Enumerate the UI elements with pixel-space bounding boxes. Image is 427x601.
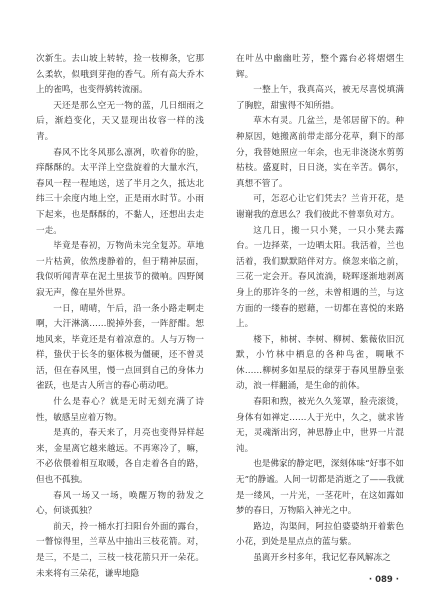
paragraph: 次新生。去山坡上转转，捡一枝柳条，它那么柔软，似哦到芽孢的香气。所有高大乔木上的雀鸣，也变得鸫转流丽。 [36,54,204,96]
paragraph: 什么是春心？就是无时无刻充满了诗性，敏感呈应着万物。 [36,397,204,423]
paragraph: 春风一场又一场，唤醒万物的勃发之心，何谈孤独？ [36,490,204,517]
paragraph: 是真的，春天来了，月亮也变得异样起来，金星离它越来越远。不再寒冷了，嘛，不必依偎着相互取暖，各自走着各自的路，但也不孤独。 [36,428,204,486]
left-column [36,52,204,582]
paragraph: 在叶丛中幽幽吐芳，整个露台必将熠熠生辉。 [236,54,404,80]
paragraph: 这几日，搬一只小凳，一只小凳去露台。一边择菜，一边晒太阳。我活着，兰也活着，我们默默陪伴对方。倏忽来临之前，三花一定会开。春风流淌，晓晖逐渐地剥离身上的那许冬的一丝，未曾相遇的兰，与这方面的一缕春的慰藉，一切都在喜悦的来路上。 [236,225,404,330]
paragraph: 春阳和煦，被光久久笼罩，脸壳滚烫，身体有如禅定……人于光中，久之，就求皆无，灵魂渐出窍，神思静止中，世界一片混沌。 [236,397,404,454]
paragraph: 春风不比冬风那么凛冽，吹着你的脸，痒酥酥的。太平洋上空盘旋着的大量水汽，春风一程一程地送，送了半月之久，抵达北纬三十余度内地上空，正是雨水时节。小雨下起来，也是酥酥的，不黏人，还想出去走一走。 [36,147,204,236]
paragraph: 虽离开乡村多年，我记忆春风解冻之 [253,553,391,563]
paragraph: 也是佛家的静定吧，深刻体味“好事不如无”的静谧。人间一切都是消逝之了——我就是一缕风，一片光，一茎花叶，在这如露如梦的春日，万物陷入神光之中。 [236,459,404,517]
paragraph: 楼下，柿树、李树、柳树、紫薇依旧沉默，小竹林中栖息的各种鸟雀，啁啾不休……柳树多如星辰的绿芽于春风里静皇张动，浪一样翻涌，是生命的前体。 [236,334,404,392]
paragraph: 一日，晴晴，午后，沿一条小路走啊走啊，大汗淋漓……脱掉外套，一阵舒酣。恕地风来，毕竟还是有着凉意的。人与万物一样，蛰伏于长冬的躯体极为僵硬，还不曾灵活，但在春风里，慢一点回到自己的身体力雀跃，也是古人所言的春心萌动吧。 [36,303,204,392]
paragraph: 天还是那么空无一物的蓝，几日细雨之后，渐趋变化，天又显现出妆容一样的浅青。 [36,100,204,142]
page-number: · 089 · [368,575,399,585]
paragraph: 前天，拎一桶水打扫阳台外面的露台，一瞥惊得里，兰草丛中抽出三枝花箭。对，是三，不是二，三枝一枝花箭只开一朵花。未来将有三朵花，谦卑地隐 [36,521,204,579]
paragraph: 草木有灵。几盆兰，是邻居留下的。种种原因，她搬离前带走部分花草，剩下的部分，我替她照应一年余，也无非浇浇水剪剪枯枝。盛夏时，日日浇，实在辛苦。偶尔，真想不管了。 [236,116,404,189]
paragraph: 可，怎忍心让它们凭去？兰肯开花，是谢谢我的意思么？我们彼此不曾辜负对方。 [236,194,404,220]
paragraph: 路边，沟渠间，阿拉伯婆婆纳开着紫色小花，到处是星点点的蓝与紫。 [236,521,404,548]
paragraph: 一整上午，我真高兴，被无尽喜悦填满了胸腔，甜蜜得不知所措。 [236,85,404,111]
right-column [236,52,404,567]
paragraph: 毕竟是春初，万物尚未完全复苏。草地一片枯黄，依然虔静着的，但于精神层面，我似听闻青草在泥土里拔节的微响。四野阒寂无声，像在星外世界。 [36,241,204,298]
